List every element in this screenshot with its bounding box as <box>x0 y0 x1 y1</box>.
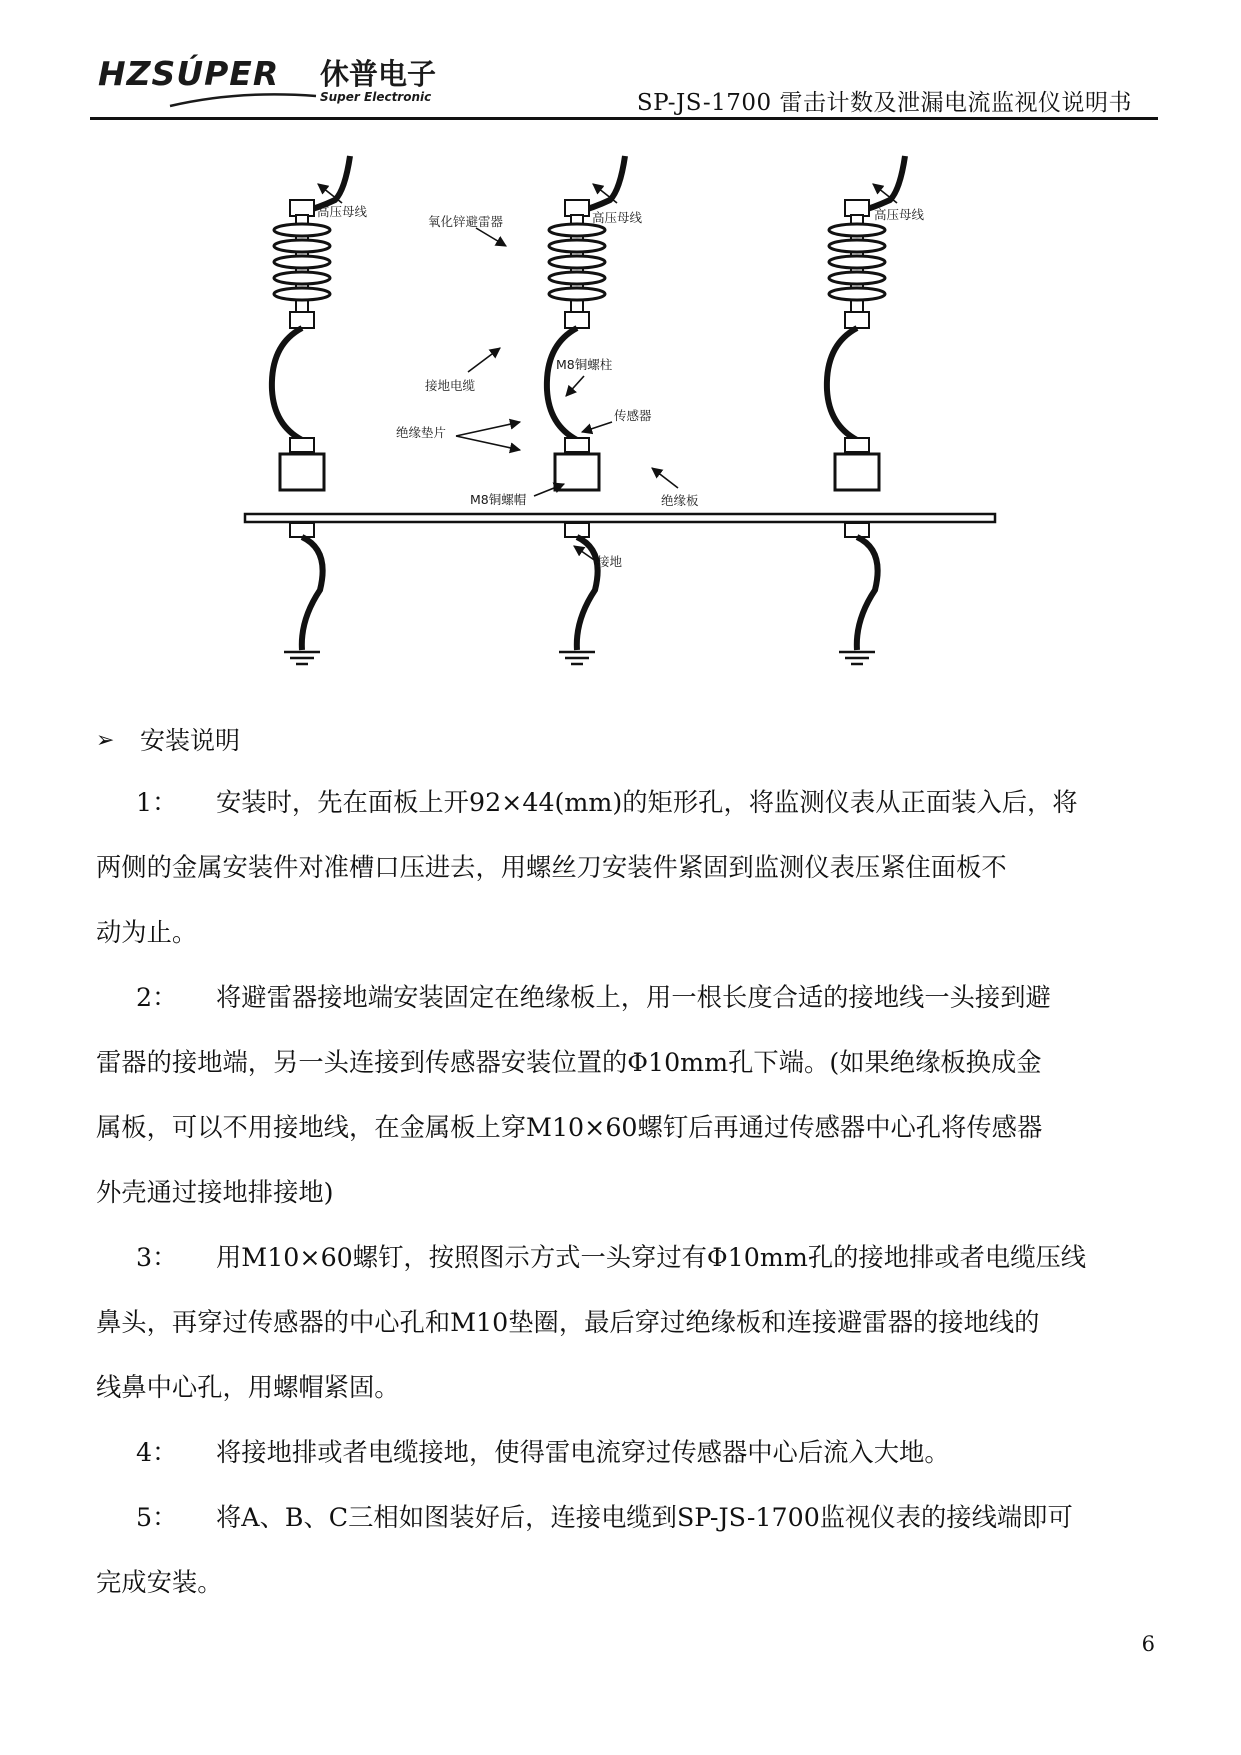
page-header <box>90 48 1158 120</box>
phase-a-assembly <box>272 156 350 664</box>
instruction-line <box>96 1355 1156 1420</box>
ground-symbol-c <box>839 652 875 664</box>
insulating-board <box>245 514 995 522</box>
phase-c-assembly <box>827 156 905 664</box>
instruction-line <box>96 1420 1156 1485</box>
installation-instructions <box>96 712 1156 1615</box>
section-title-text: 安装说明 <box>140 726 241 755</box>
instruction-line <box>96 1030 1156 1095</box>
instruction-text: 完成安装。 <box>96 1568 223 1597</box>
instruction-text: 将接地排或者电缆接地，使得雷电流穿过传感器中心后流入大地。 <box>216 1438 950 1467</box>
label-arrester: 氧化锌避雷器 <box>428 214 504 229</box>
instruction-line <box>96 965 1156 1030</box>
section-heading <box>96 712 1156 770</box>
instruction-line <box>96 900 1156 965</box>
logo-english-name: Super Electronic <box>320 90 432 104</box>
instruction-line <box>96 770 1156 835</box>
instruction-line <box>96 1290 1156 1355</box>
label-busbar-a: 高压母线 <box>317 204 368 219</box>
ground-symbol-a <box>284 652 320 664</box>
step-number: 4： <box>136 1438 178 1467</box>
label-insulating-board: 绝缘板 <box>661 493 699 508</box>
step-number: 5： <box>136 1503 178 1532</box>
instruction-text: 两侧的金属安装件对准槽口压进去，用螺丝刀安装件紧固到监测仪表压紧住面板不 <box>96 853 1007 882</box>
sensor-c <box>835 454 879 490</box>
label-insulating-pad: 绝缘垫片 <box>396 425 447 440</box>
ground-symbol-b <box>559 652 595 664</box>
label-m8-stud: M8铜螺柱 <box>556 357 613 372</box>
label-sensor: 传感器 <box>614 408 652 423</box>
logo-wordmark: HZSÚPER <box>98 54 280 93</box>
logo-chinese-name: 休普电子 <box>320 57 437 91</box>
instruction-text: 安装时，先在面板上开92×44(mm)的矩形孔，将监测仪表从正面装入后，将 <box>216 788 1078 817</box>
instruction-text: 用M10×60螺钉，按照图示方式一头穿过有Φ10mm孔的接地排或者电缆压线 <box>216 1243 1087 1272</box>
company-logo <box>98 48 478 108</box>
instruction-line <box>96 1225 1156 1290</box>
step-number: 2： <box>136 983 178 1012</box>
logo-swoosh-icon <box>168 88 318 110</box>
document-title: SP-JS-1700 雷击计数及泄漏电流监视仪说明书 <box>636 90 1132 116</box>
step-number: 3： <box>136 1243 178 1272</box>
label-ground-cable: 接地电缆 <box>425 378 476 393</box>
instruction-text: 动为止。 <box>96 918 198 947</box>
leader-arrows <box>318 184 897 564</box>
arrester-a <box>274 200 330 328</box>
instruction-line <box>96 835 1156 900</box>
instruction-line <box>96 1485 1156 1550</box>
instruction-text: 鼻头，再穿过传感器的中心孔和M10垫圈，最后穿过绝缘板和连接避雷器的接地线的 <box>96 1308 1040 1337</box>
installation-diagram <box>200 140 1040 680</box>
instruction-line <box>96 1550 1156 1615</box>
label-busbar-c: 高压母线 <box>874 207 925 222</box>
label-busbar-b: 高压母线 <box>592 210 643 225</box>
header-divider <box>90 117 1158 120</box>
label-m8-nut: M8铜螺帽 <box>470 492 527 507</box>
instruction-text: 将避雷器接地端安装固定在绝缘板上，用一根长度合适的接地线一头接到避 <box>216 983 1051 1012</box>
instruction-line <box>96 1160 1156 1225</box>
page-number: 6 <box>1141 1632 1155 1656</box>
arrow-bullet-icon: ➢ <box>96 728 115 753</box>
instruction-text: 雷器的接地端，另一头连接到传感器安装位置的Φ10mm孔下端。(如果绝缘板换成金 <box>96 1048 1042 1077</box>
sensor-a <box>280 454 324 490</box>
installation-diagram-svg <box>200 140 1040 680</box>
instruction-text: 线鼻中心孔，用螺帽紧固。 <box>96 1373 400 1402</box>
instruction-list <box>96 770 1156 1615</box>
instruction-line <box>96 1095 1156 1160</box>
label-ground: 接地 <box>597 554 623 569</box>
instruction-text: 外壳通过接地排接地) <box>96 1178 334 1207</box>
step-number: 1： <box>136 788 178 817</box>
instruction-text: 属板，可以不用接地线，在金属板上穿M10×60螺钉后再通过传感器中心孔将传感器 <box>96 1113 1043 1142</box>
instruction-text: 将A、B、C三相如图装好后，连接电缆到SP-JS-1700监视仪表的接线端即可 <box>216 1503 1073 1532</box>
